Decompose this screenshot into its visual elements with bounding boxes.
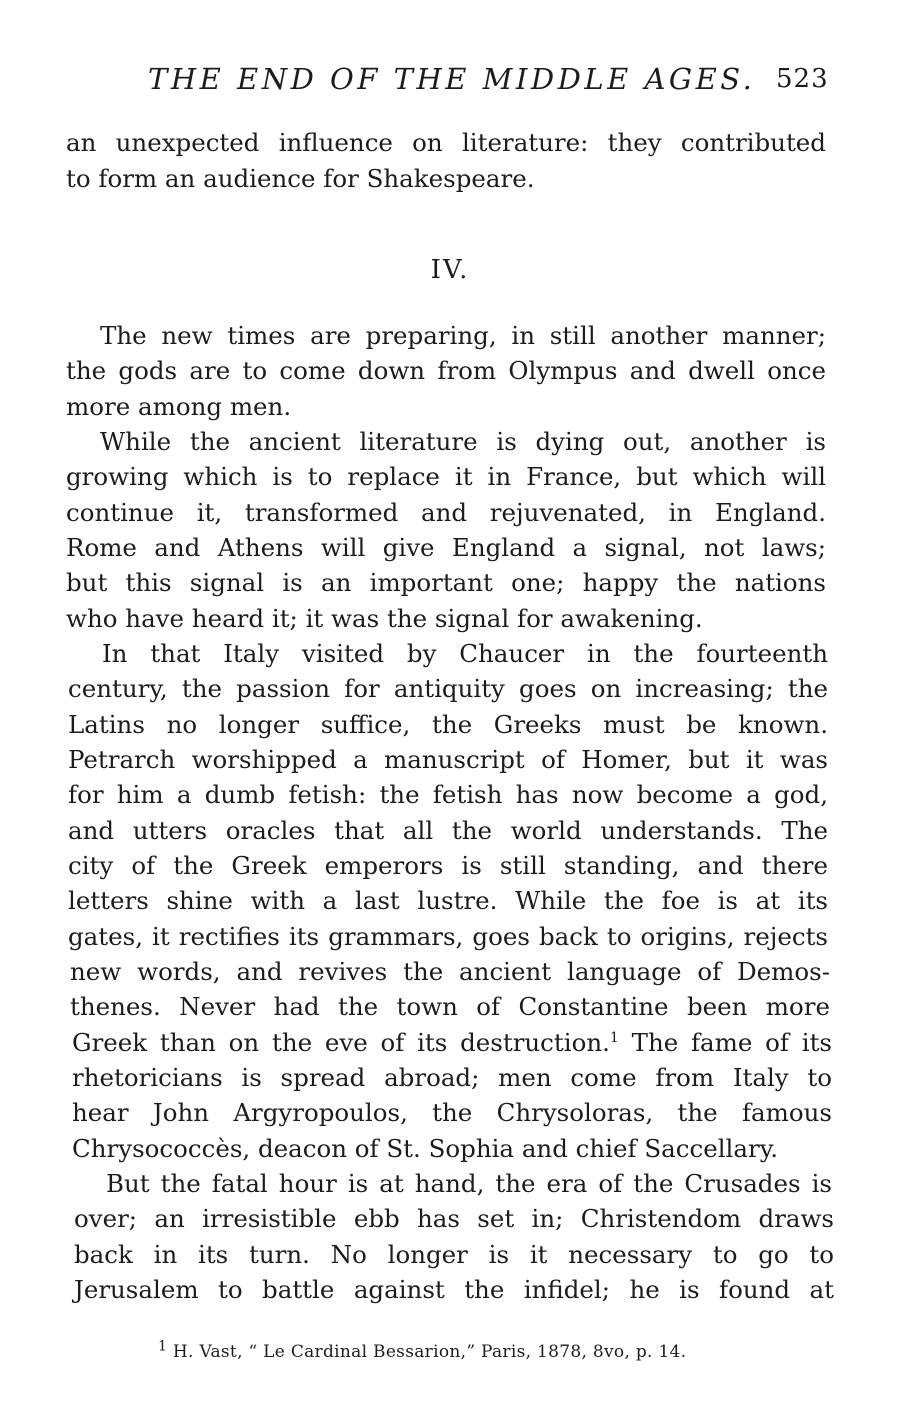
text-line: Latins no longer suffice, the Greeks must be known. xyxy=(68,710,828,739)
running-title: THE END OF THE MIDDLE AGES. xyxy=(148,62,756,96)
text-line: new words, and revives the ancient language of Demos- xyxy=(70,957,830,986)
text-line: thenes. Never had the town of Constantine been more xyxy=(70,992,830,1021)
text-line: rhetoricians is spread abroad; men come from Italy to xyxy=(72,1063,832,1092)
text-line: gates, it rectifies its grammars, goes back to origins, rejects xyxy=(68,922,828,951)
text-line: letters shine with a last lustre. While the foe is at its xyxy=(68,886,828,915)
text-line: Jerusalem to battle against the infidel; he is found at xyxy=(74,1275,834,1304)
text-line: century, the passion for antiquity goes on increasing; the xyxy=(68,674,828,703)
paragraph-first-line: In that Italy visited by Chaucer in the fourteenth xyxy=(102,639,828,668)
page-number: 523 xyxy=(776,64,829,94)
text-line: an unexpected influence on literature: they contributed xyxy=(66,128,826,157)
text-line-with-note xyxy=(72,1026,832,1060)
text-line: to form an audience for Shakespeare. xyxy=(66,164,535,193)
text-line: Rome and Athens will give England a signal, not laws; xyxy=(66,533,826,562)
paragraph-first-line: But the fatal hour is at hand, the era of the Crusades is xyxy=(106,1169,832,1198)
text-line: for him a dumb fetish: the fetish has now become a god, xyxy=(68,780,828,809)
text-line: back in its turn. No longer is it necessary to go to xyxy=(74,1240,834,1269)
text-line: who have heard it; it was the signal for awakening. xyxy=(66,604,703,633)
footnote-marker: 1 xyxy=(158,1338,168,1355)
text-line: the gods are to come down from Olympus and dwell once xyxy=(66,356,826,385)
text-line: and utters oracles that all the world understands. The xyxy=(68,816,828,845)
text-line: more among men. xyxy=(66,392,292,421)
text-line: city of the Greek emperors is still standing, and there xyxy=(68,851,828,880)
footnote-text: H. Vast, “ Le Cardinal Bessarion,” Paris, 1878, 8vo, p. 14. xyxy=(167,1342,687,1362)
paragraph-first-line: The new times are preparing, in still another manner; xyxy=(100,321,826,350)
text-line: hear John Argyropoulos, the Chrysoloras, the famous xyxy=(72,1098,832,1127)
footnote-reference: 1 xyxy=(609,1029,619,1046)
text-line: but this signal is an important one; happy the nations xyxy=(66,568,826,597)
text-line: Petrarch worshipped a manuscript of Homer, but it was xyxy=(68,745,828,774)
text-line: over; an irresistible ebb has set in; Christendom draws xyxy=(74,1204,834,1233)
text-line: continue it, transformed and rejuvenated, in England. xyxy=(66,498,826,527)
footnote xyxy=(158,1338,687,1362)
paragraph-first-line: While the ancient literature is dying out, another is xyxy=(100,427,826,456)
text-line: growing which is to replace it in France, but which will xyxy=(66,462,826,491)
text-fragment: Greek than on the eve of its destruction. xyxy=(72,1028,610,1057)
section-heading: IV. xyxy=(430,255,470,285)
text-line: Chrysococcès, deacon of St. Sophia and chief Saccellary. xyxy=(72,1134,779,1163)
running-header xyxy=(0,62,900,102)
text-fragment: The fame of its xyxy=(618,1028,833,1057)
